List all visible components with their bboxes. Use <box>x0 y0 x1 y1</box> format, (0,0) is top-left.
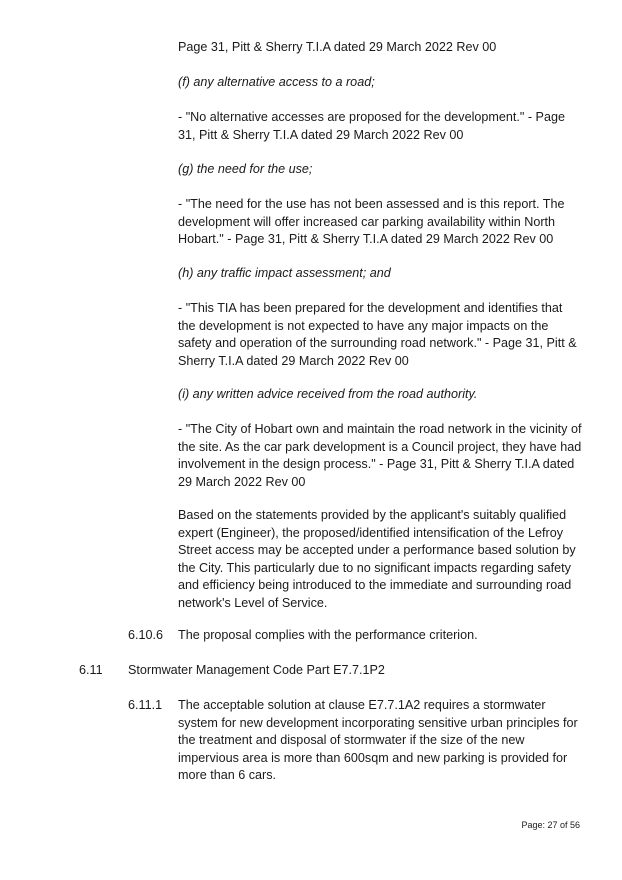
criterion-g: (g) the need for the use; <box>178 162 313 176</box>
response-i: - "The City of Hobart own and maintain the road network in the vicinity of the site. As the car park development is a Council project, they have had involvement in the design process." - Page 31, Pitt & Sherry T.I.A dated 29 March 2022 Rev 00 <box>178 422 582 489</box>
clause-text-6-10-6: The proposal complies with the performance criterion. <box>178 628 478 642</box>
assessment-paragraph: Based on the statements provided by the applicant's suitably qualified expert (Engineer), the proposed/identified intensification of the Lefroy Street access may be accepted under a performance based solution by the City. This particularly due to no significant impacts regarding safety and efficiency being introduced to the immediate and surrounding road network's Level of Service. <box>178 508 576 610</box>
criterion-h: (h) any traffic impact assessment; and <box>178 266 391 280</box>
response-h: - "This TIA has been prepared for the development and identifies that the development is not expected to have any major impacts on the safety and operation of the surrounding road network." - Page 31, Pitt & Sherry T.I.A dated 29 March 2022 Rev 00 <box>178 301 577 368</box>
citation-continuation: Page 31, Pitt & Sherry T.I.A dated 29 March 2022 Rev 00 <box>178 40 497 54</box>
clause-number-6-11-1: 6.11.1 <box>128 698 163 712</box>
response-f: - "No alternative accesses are proposed for the development." - Page 31, Pitt & Sherry T.I.A dated 29 March 2022 Rev 00 <box>178 110 565 142</box>
page-number: Page: 27 of 56 <box>521 820 580 830</box>
section-number-6-11: 6.11 <box>79 663 103 677</box>
criterion-i: (i) any written advice received from the road authority. <box>178 387 478 401</box>
section-title-6-11: Stormwater Management Code Part E7.7.1P2 <box>128 663 385 677</box>
clause-number-6-10-6: 6.10.6 <box>128 628 164 642</box>
criterion-f: (f) any alternative access to a road; <box>178 75 375 89</box>
clause-text-6-11-1: The acceptable solution at clause E7.7.1A2 requires a stormwater system for new development incorporating sensitive urban principles for the treatment and disposal of stormwater if the size of the new impervious area is more than 600sqm and new parking is provided for more than 6 cars. <box>178 698 578 782</box>
response-g: - "The need for the use has not been assessed and is this report. The development will offer increased car parking availability within North Hobart." - Page 31, Pitt & Sherry T.I.A dated 29 March 2022 Rev 00 <box>178 197 565 246</box>
